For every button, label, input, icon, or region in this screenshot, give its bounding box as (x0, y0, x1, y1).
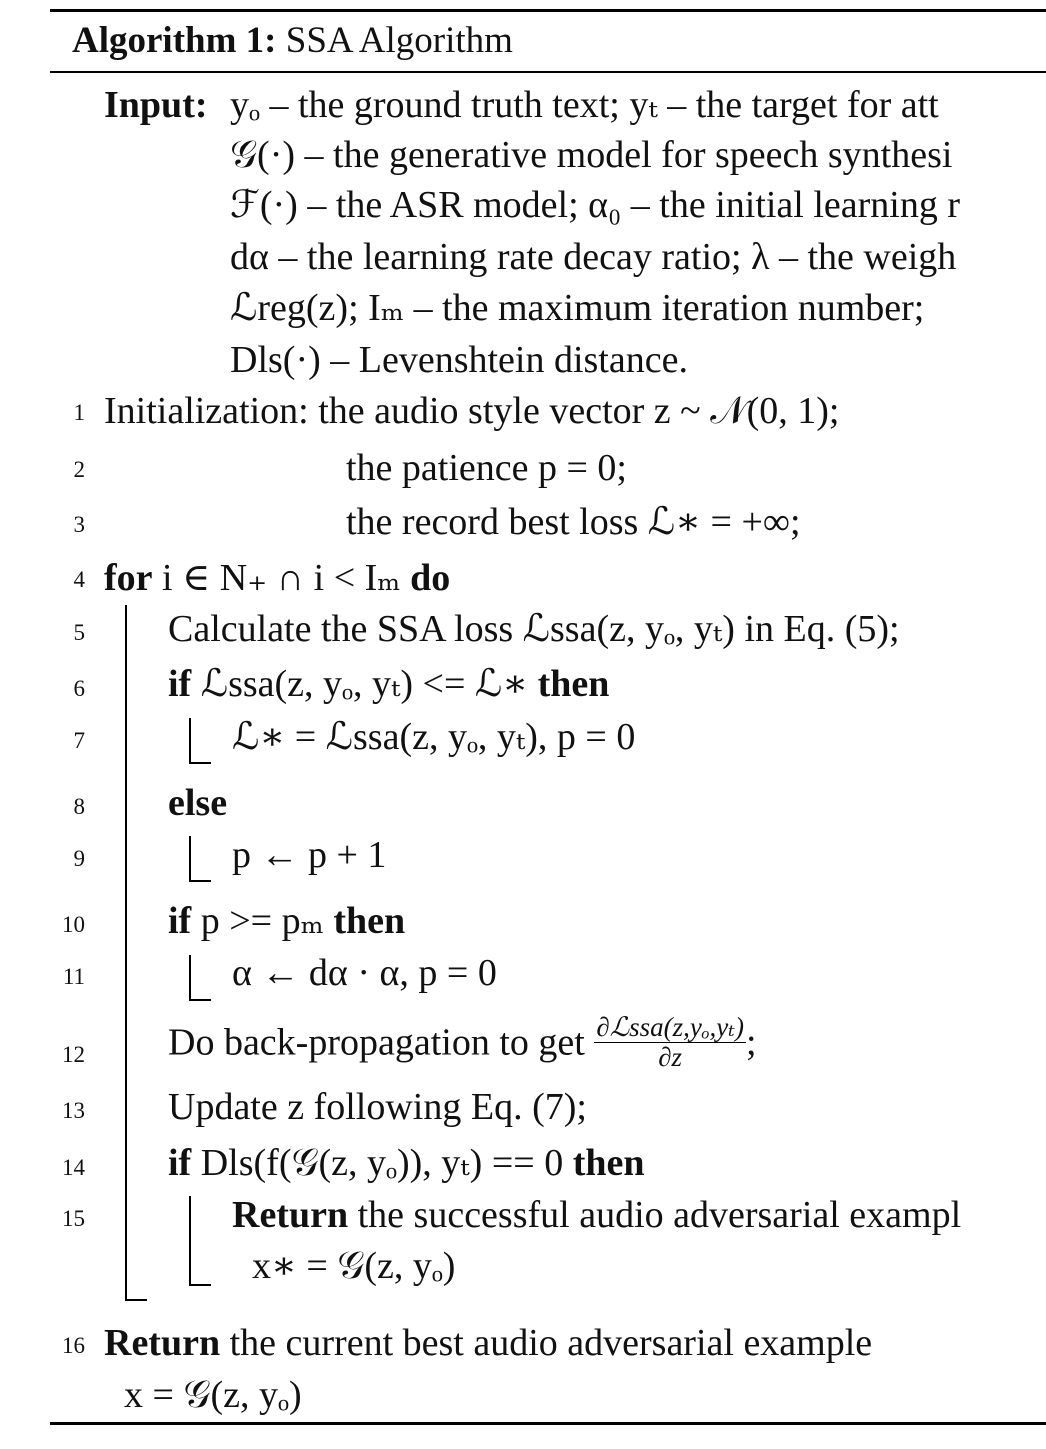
step-text: Initialization: the audio style vector z ~ 𝒩(0, 1); (104, 390, 840, 432)
keyword-then: then (572, 1142, 645, 1184)
bottom-rule (50, 1422, 1046, 1425)
keyword-return: Return (232, 1194, 349, 1236)
else-block-line (189, 836, 191, 882)
if-condition: Dls(f(𝒢(z, yₒ)), yₜ) == 0 (200, 1142, 564, 1184)
step-text: Update z following Eq. (7); (168, 1086, 587, 1128)
step-text (168, 1014, 757, 1071)
if-condition: p >= pₘ (200, 900, 324, 942)
step-text (168, 665, 609, 703)
line-number: 4 (73, 567, 85, 592)
algorithm-header (72, 22, 513, 59)
keyword-if: if (168, 1142, 192, 1184)
line-number: 1 (73, 400, 85, 425)
input-line-2: 𝒢(·) – the generative model for speech synthesi (230, 134, 953, 176)
line-number: 8 (73, 794, 85, 819)
keyword-then: then (537, 663, 610, 705)
keyword-return: Return (104, 1322, 221, 1364)
input-label: Input: (104, 84, 208, 126)
if-block-end (189, 1284, 211, 1286)
step-text (104, 559, 450, 597)
line-number: 15 (62, 1206, 85, 1231)
keyword-for: for (104, 557, 153, 599)
line-number: 16 (62, 1333, 85, 1358)
input-line-4: dα – the learning rate decay ratio; λ – the weigh (230, 236, 957, 278)
algorithm-label: Algorithm 1: (72, 20, 277, 61)
step-text: ℒ∗ = ℒssa(z, yₒ, yₜ), p = 0 (232, 716, 636, 758)
step-12-text: Do back-propagation to get (168, 1021, 585, 1064)
for-block-line (125, 605, 127, 1300)
step-text: else (168, 782, 228, 824)
fraction-numerator: ∂ℒssa(z,yₒ,yₜ) (596, 1012, 744, 1042)
step-continuation: x∗ = 𝒢(z, yₒ) (252, 1245, 456, 1287)
keyword-if: if (168, 663, 192, 705)
step-text: Calculate the SSA loss ℒssa(z, yₒ, yₜ) in Eq. (5); (168, 608, 900, 650)
line-number: 10 (62, 912, 85, 937)
line-number: 11 (62, 964, 85, 989)
line-number: 3 (73, 512, 85, 537)
gradient-fraction (594, 1014, 746, 1071)
step-text: p ← p + 1 (232, 834, 387, 876)
line-number: 9 (73, 846, 85, 871)
step-text: the record best loss ℒ∗ = +∞; (346, 501, 801, 543)
step-continuation: x = 𝒢(z, yₒ) (124, 1374, 302, 1416)
line-number: 13 (62, 1098, 85, 1123)
if-block-line (189, 1196, 191, 1286)
input-line-6: Dls(·) – Levenshtein distance. (230, 339, 688, 381)
keyword-do: do (410, 557, 451, 599)
header-rule (50, 71, 1046, 73)
step-text (104, 1324, 872, 1362)
return-text: the current best audio adversarial example (229, 1322, 873, 1364)
line-number: 6 (73, 676, 85, 701)
if-block-end (189, 999, 211, 1001)
input-line-3: ℱ(·) – the ASR model; α₀ – the initial learning r (230, 184, 961, 226)
input-line-1: yₒ – the ground truth text; yₜ – the target for att (230, 84, 939, 126)
else-block-end (189, 880, 211, 882)
keyword-then: then (333, 900, 406, 942)
line-number: 5 (73, 620, 85, 645)
step-text: the patience p = 0; (346, 447, 627, 489)
algorithm-name: SSA Algorithm (285, 20, 513, 61)
fraction-denominator: ∂z (658, 1042, 683, 1072)
step-text (168, 902, 405, 940)
step-text: α ← dα · α, p = 0 (232, 952, 497, 994)
line-number: 14 (62, 1155, 85, 1180)
keyword-if: if (168, 900, 192, 942)
line-number: 12 (62, 1042, 85, 1067)
loop-condition: i ∈ N₊ ∩ i < Iₘ (162, 557, 401, 599)
step-text (168, 1144, 645, 1182)
top-rule (50, 9, 1046, 12)
step-text (232, 1196, 961, 1234)
step-12-tail: ; (745, 1021, 757, 1064)
line-number: 7 (73, 728, 85, 753)
line-number: 2 (73, 457, 85, 482)
for-block-end (125, 1299, 147, 1301)
input-line-5: ℒreg(z); Iₘ – the maximum iteration number; (230, 287, 925, 329)
if-condition: ℒssa(z, yₒ, yₜ) <= ℒ∗ (200, 663, 529, 705)
if-block-end (189, 762, 211, 764)
if-block-line (189, 955, 191, 1001)
return-text: the successful audio adversarial exampl (357, 1194, 962, 1236)
if-block-line (189, 718, 191, 764)
